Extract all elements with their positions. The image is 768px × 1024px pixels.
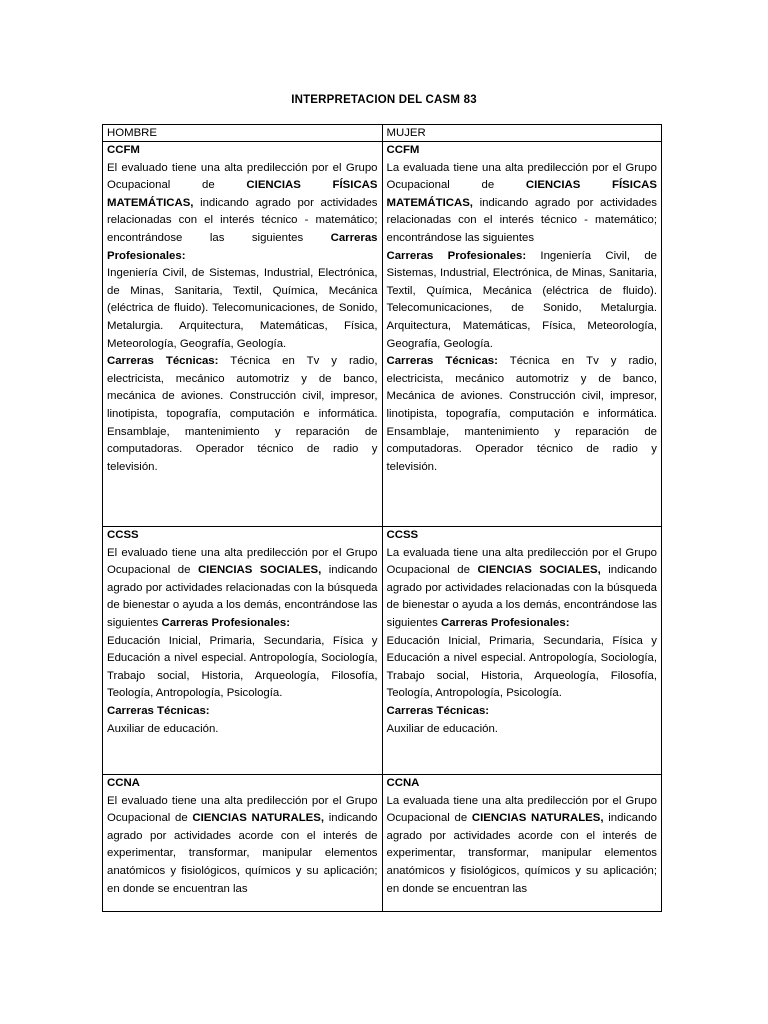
header-mujer: MUJER (382, 125, 662, 142)
group-description: La evaluada tiene una alta predilección por el Grupo Ocupacional de CIENCIAS NATURALES, indicando agrado por actividades acorde con el interés de experimentar, transformar, manipular elementos anatómicos y fisiológicos, químicos y su aplicación; en donde se encuentran las (386, 794, 657, 895)
header-row (103, 125, 662, 142)
tech-list: Auxiliar de educación. (107, 722, 219, 735)
group-name: CIENCIAS FÍSICAS MATEMÁTICAS, (386, 179, 657, 209)
tech-careers: Carreras Técnicas: Técnica en Tv y radio, electricista, mecánico automotriz y de banco, mecánica de aviones. Construcción civil, impresor, linotipista, topografía, computación e informática. Ensamblaje, mantenimiento y reparación de computadoras. Operador técnico de radio y televisión. (107, 355, 378, 473)
prof-list: Ingeniería Civil, de Sistemas, Industrial, Electrónica, de Minas, Sanitaria, Textil, Química, Mecánica (eléctrica de fluido). Telecomunicaciones, de Sonido, Metalurgia. Arquitectura, Matemáticas, Física, Meteorología, Geografía, Geología. (107, 267, 378, 350)
prof-list: Educación Inicial, Primaria, Secundaria, Física y Educación a nivel especial. Antropología, Sociología, Trabajo social, Historia, Arqueología, Filosofía, Teología, Antropología, Psicología. (386, 634, 657, 700)
tech-label: Carreras Técnicas: (386, 355, 498, 368)
cell-hombre-ccna (103, 775, 383, 912)
cell-mujer-ccss (382, 527, 662, 775)
cell-hombre-ccss (103, 527, 383, 775)
prof-label: Carreras Profesionales: (107, 231, 378, 262)
document-title: INTERPRETACION DEL CASM 83 (291, 94, 477, 106)
group-description: El evaluado tiene una alta predilección por el Grupo Ocupacional de CIENCIAS NATURALES, indicando agrado por actividades acorde con el interés de experimentar, transformar, manipular elementos anatómicos y fisiológicos, químicos y su aplicación; en donde se encuentran las (107, 794, 378, 895)
group-code: CCNA (107, 777, 140, 789)
group-code: CCSS (107, 529, 139, 541)
group-description: El evaluado tiene una alta predilección por el Grupo Ocupacional de CIENCIAS FÍSICAS MATEMÁTICAS, indicando agrado por actividades relacionadas con el interés técnico - matemático; encontrándose las siguientes Carreras Profesionales: (107, 161, 378, 262)
group-name: CIENCIAS SOCIALES, (477, 564, 601, 577)
group-code: CCNA (386, 777, 420, 789)
table-row-ccfm (103, 142, 662, 527)
group-name: CIENCIAS SOCIALES, (197, 564, 322, 577)
group-description: La evaluada tiene una alta predilección por el Grupo Ocupacional de CIENCIAS SOCIALES, indicando agrado por actividades relacionadas con la búsqueda de bienestar o ayuda a los demás, encontrándose las siguientes Carreras Profesionales: (386, 546, 657, 629)
table-row-ccna (103, 775, 662, 912)
tech-label: Carreras Técnicas: (107, 704, 210, 717)
group-name: CIENCIAS NATURALES, (471, 812, 604, 825)
prof-list: Educación Inicial, Primaria, Secundaria, Física y Educación a nivel especial. Antropología, Sociología, Trabajo social, Historia, Arqueología, Filosofía, Teología, Antropología, Psicología. (107, 634, 378, 700)
prof-label: Carreras Profesionales: (161, 616, 290, 629)
prof-label: Carreras Profesionales: (440, 616, 570, 629)
group-description: La evaluada tiene una alta predilección por el Grupo Ocupacional de CIENCIAS FÍSICAS MATEMÁTICAS, indicando agrado por actividades relacionadas con el interés técnico - matemático; encontrándose las siguientes (386, 161, 657, 244)
tech-label: Carreras Técnicas: (386, 704, 490, 717)
cell-mujer-ccfm (382, 142, 662, 527)
group-code: CCFM (107, 144, 140, 156)
tech-careers: Carreras Técnicas: Técnica en Tv y radio, electricista, mecánico automotriz y de banco, Mecánica de aviones. Construcción civil, impresor, linotipista, topografía, computación e informática. Ensamblaje, mantenimiento y reparación de computadoras. Operador técnico de radio y televisión. (386, 355, 658, 473)
table-row-ccss (103, 527, 662, 775)
cell-hombre-ccfm (103, 142, 383, 527)
group-name: CIENCIAS FÍSICAS MATEMÁTICAS, (107, 179, 378, 209)
group-description: El evaluado tiene una alta predilección por el Grupo Ocupacional de CIENCIAS SOCIALES, indicando agrado por actividades relacionadas con la búsqueda de bienestar o ayuda a los demás, encontrándose las siguientes Carreras Profesionales: (107, 546, 378, 629)
cell-mujer-ccna (382, 775, 662, 912)
casm-interpretation-table (102, 124, 662, 912)
header-hombre: HOMBRE (103, 125, 383, 142)
tech-list: Auxiliar de educación. (386, 722, 498, 735)
prof-careers: Carreras Profesionales: Ingeniería Civil, de Sistemas, Industrial, Electrónica, de Minas, Sanitaria, Textil, Química, Mecánica (eléctrica de fluido). Telecomunicaciones, de Sonido, Metalurgia. Arquitectura, Matemáticas, Física, Meteorología, Geografía, Geología. (386, 249, 657, 350)
group-code: CCFM (386, 144, 420, 156)
prof-label: Carreras Profesionales: (386, 249, 527, 262)
group-code: CCSS (386, 529, 419, 541)
group-name: CIENCIAS NATURALES, (192, 812, 325, 825)
tech-label: Carreras Técnicas: (107, 355, 219, 368)
